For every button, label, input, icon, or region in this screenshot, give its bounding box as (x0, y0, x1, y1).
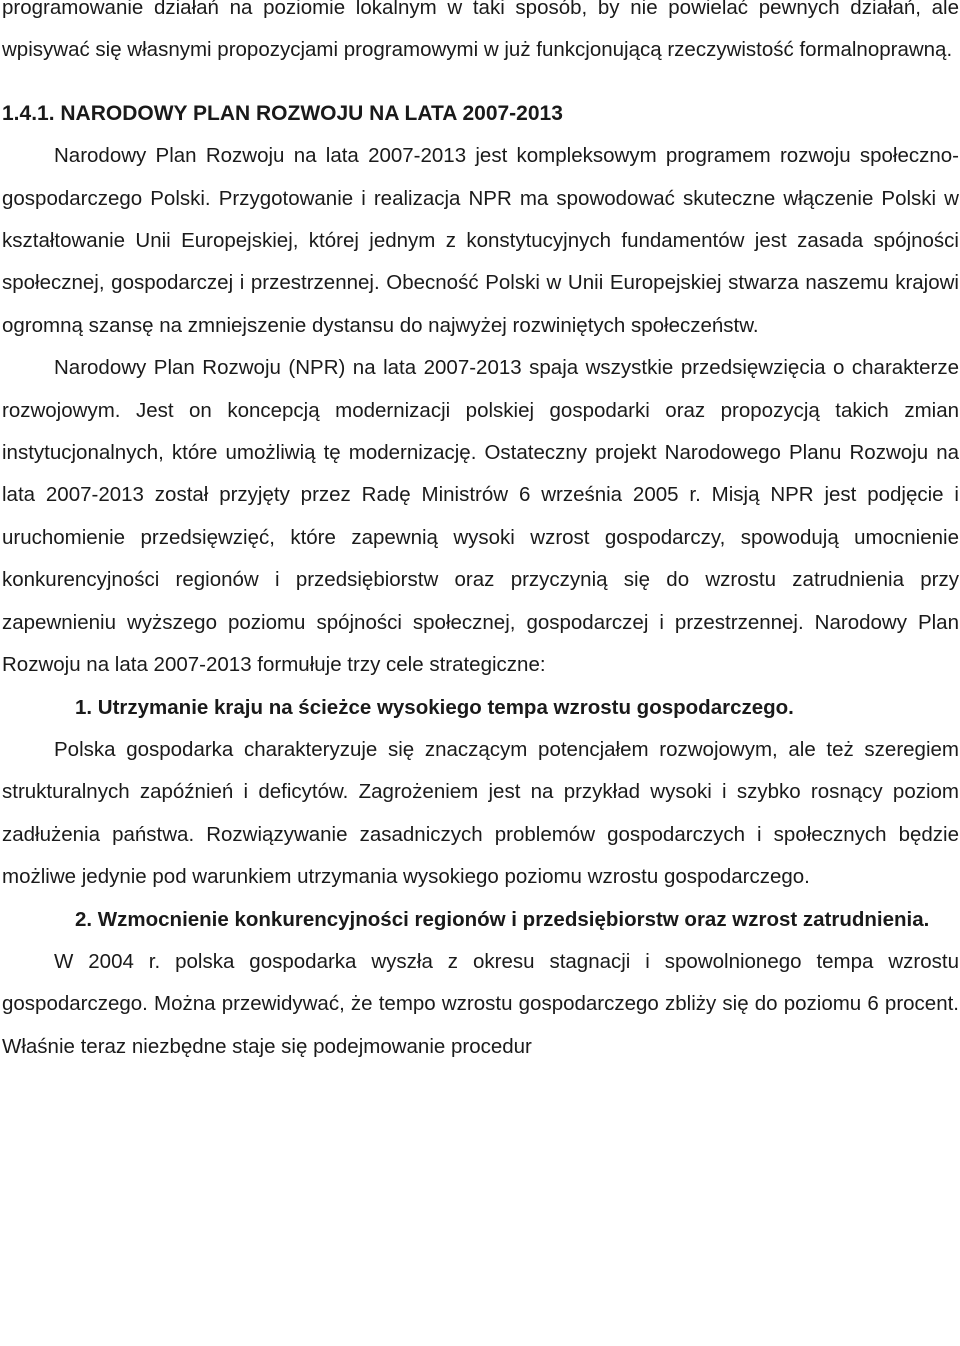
section-heading: 1.4.1. NARODOWY PLAN ROZWOJU NA LATA 2007-2013 (2, 101, 563, 125)
goal-2-paragraph: W 2004 r. polska gospodarka wyszła z okresu stagnacji i spowolnionego tempa wzrostu gospodarczego. Można przewidywać, że tempo wzrostu gospodarczego zbliży się do poziomu 6 procent. Właśnie teraz niezbędne staje się podejmowanie procedur (2, 949, 959, 1058)
goal-1-heading: 1. Utrzymanie kraju na ścieżce wysokiego tempa wzrostu gospodarczego. (75, 695, 794, 719)
goal-1-paragraph: Polska gospodarka charakteryzuje się znaczącym potencjałem rozwojowym, ale też szeregiem strukturalnych zapóźnień i deficytów. Zagrożeniem jest na przykład wysoki i szybko rosnący poziom zadłużenia państwa. Rozwiązywanie zasadniczych problemów gospodarczych i społecznych będzie możliwe jedynie pod warunkiem utrzymania wysokiego poziomu wzrostu gospodarczego. (2, 737, 959, 889)
intro-paragraph: programowanie działań na poziomie lokalnym w taki sposób, by nie powielać pewnych działań, ale wpisywać się własnymi propozycjami programowymi w już funkcjonującą rzeczywistość formalnoprawną. (2, 0, 959, 62)
goal-2-heading: 2. Wzmocnienie konkurencyjności regionów i przedsiębiorstw oraz wzrost zatrudnienia. (75, 907, 930, 931)
paragraph-1: Narodowy Plan Rozwoju na lata 2007-2013 jest kompleksowym programem rozwoju społeczno-gospodarczego Polski. Przygotowanie i realizacja NPR ma spowodować skuteczne włączenie Polski w kształtowanie Unii Europejskiej, której jednym z konstytucyjnych fundamentów jest zasada spójności społecznej, gospodarczej i przestrzennej. Obecność Polski w Unii Europejskiej stwarza naszemu krajowi ogromną szansę na zmniejszenie dystansu do najwyżej rozwiniętych społeczeństw. (2, 144, 959, 337)
paragraph-2: Narodowy Plan Rozwoju (NPR) na lata 2007-2013 spaja wszystkie przedsięwzięcia o charakterze rozwojowym. Jest on koncepcją modernizacji polskiej gospodarki oraz propozycją takich zmian instytucjonalnych, które umożliwią tę modernizację. Ostateczny projekt Narodowego Planu Rozwoju na lata 2007-2013 został przyjęty przez Radę Ministrów 6 września 2005 r. Misją NPR jest podjęcie i uruchomienie przedsięwzięć, które zapewnią wysoki wzrost gospodarczy, spowodują umocnienie konkurencyjności regionów i przedsiębiorstw oraz przyczynią się do wzrostu zatrudnienia przy zapewnieniu wyższego poziomu spójności społecznej, gospodarczej i przestrzennej. Narodowy Plan Rozwoju na lata 2007-2013 formułuje trzy cele strategiczne: (2, 356, 959, 677)
